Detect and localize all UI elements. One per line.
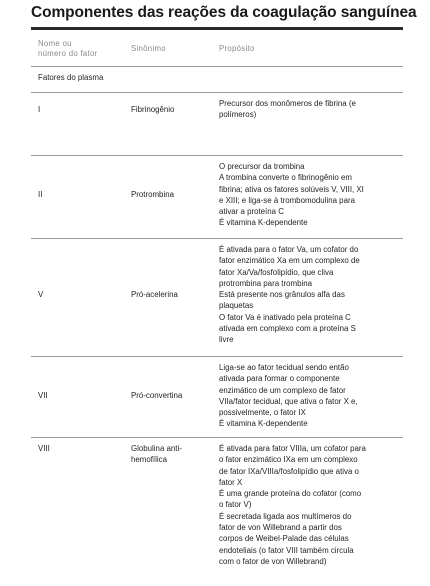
synonym-line: Globulina anti- — [131, 444, 182, 453]
purpose-line: enzimático de um complexo de fator — [219, 385, 346, 395]
factor-cell: V — [38, 290, 44, 300]
purpose-line: VIIa/fator tecidual, que ativa o fator X e, — [219, 396, 358, 406]
purpose-cell — [219, 244, 401, 346]
purpose-line: possivelmente, o fator IX — [219, 408, 306, 418]
purpose-line: fator de von Willebrand a partir dos — [219, 523, 342, 533]
table-title: Componentes das reações da coagulação sanguínea — [31, 4, 417, 21]
purpose-cell — [219, 161, 401, 229]
purpose-line: polímeros) — [219, 110, 257, 120]
purpose-line: Está presente nos grânulos alfa das — [219, 290, 345, 300]
synonym-cell — [131, 289, 213, 300]
purpose-line: É vitamina K-dependente — [219, 419, 308, 429]
table-row — [31, 437, 403, 586]
table-row — [31, 356, 403, 437]
synonym-line: Fibrinogênio — [131, 104, 175, 114]
row-divider — [31, 66, 403, 67]
synonym-cell — [131, 443, 213, 466]
purpose-line: livre — [219, 335, 234, 345]
factor-cell: II — [38, 190, 43, 200]
header-factor: Nome ou número do fator — [38, 39, 98, 58]
purpose-line: protrombina para trombina — [219, 278, 312, 288]
purpose-line: O fator Va é inativado pela proteína C — [219, 312, 351, 322]
purpose-line: Precursor dos monômeros de fibrina (e — [219, 99, 356, 108]
section-label: Fatores do plasma — [38, 73, 104, 82]
table-row — [31, 238, 403, 356]
purpose-line: Liga-se ao fator tecidual sendo então — [219, 363, 349, 372]
row-divider — [31, 356, 403, 357]
purpose-line: fator Xa/Va/fosfolipídio, que cliva — [219, 267, 334, 277]
factor-cell: VII — [38, 391, 48, 401]
synonym-cell — [131, 104, 213, 115]
purpose-cell — [219, 443, 401, 567]
purpose-line: fator X — [219, 477, 243, 487]
purpose-line: corpos de Weibel-Palade das células — [219, 534, 349, 544]
purpose-line: ativada em complexo com a proteína S — [219, 324, 356, 334]
purpose-line: o fator enzimático IXa em um complexo — [219, 455, 358, 465]
purpose-line: endoteliais (o fator VIII também circula — [219, 545, 354, 555]
row-divider — [31, 238, 403, 239]
purpose-line: É ativada para o fator Va, um cofator do — [219, 245, 359, 254]
purpose-cell — [219, 362, 401, 430]
synonym-line: Protrombina — [131, 190, 174, 200]
purpose-line: com o fator de von Willebrand) — [219, 556, 327, 566]
synonym-cell — [131, 390, 213, 401]
factor-cell: I — [38, 104, 41, 114]
factor-cell: VIII — [38, 444, 50, 453]
purpose-line: e XIII; e liga-se à trombomodulina para — [219, 195, 355, 205]
table-header — [31, 30, 403, 66]
purpose-line: fator enzimático Xa em um complexo de — [219, 256, 360, 266]
synonym-line: Pró-acelerina — [131, 290, 178, 300]
table-row — [31, 92, 403, 155]
table-row — [31, 155, 403, 238]
header-purpose: Propósito — [219, 44, 255, 53]
purpose-line: O precursor da trombina — [219, 162, 305, 171]
header-synonym: Sinônimo — [131, 44, 166, 53]
purpose-line: de fator IXa/VIIIa/fosfolipídio que ativa o — [219, 466, 359, 476]
row-divider — [31, 92, 403, 93]
purpose-line: É secretada ligada aos multímeros do — [219, 511, 352, 521]
row-divider — [31, 437, 403, 438]
purpose-line: É vitamina K-dependente — [219, 218, 308, 228]
purpose-line: ativada para formar o componente — [219, 374, 340, 384]
synonym-cell — [131, 189, 213, 200]
purpose-line: ativar a proteína C — [219, 207, 284, 217]
purpose-line: plaquetas — [219, 301, 254, 311]
purpose-cell — [219, 98, 401, 121]
synonym-line: Pró-convertina — [131, 391, 183, 401]
row-divider — [31, 155, 403, 156]
purpose-line: fibrina; ativa os fatores solúveis V, VIII, XI — [219, 184, 364, 194]
purpose-line: É uma grande proteína do cofator (como — [219, 489, 362, 499]
purpose-line: É ativada para fator VIIIa, um cofator para — [219, 444, 366, 453]
section-row — [31, 66, 403, 92]
purpose-line: A trombina converte o fibrinogênio em — [219, 173, 352, 183]
purpose-line: o fator V) — [219, 500, 252, 510]
synonym-line: hemofílica — [131, 455, 167, 465]
